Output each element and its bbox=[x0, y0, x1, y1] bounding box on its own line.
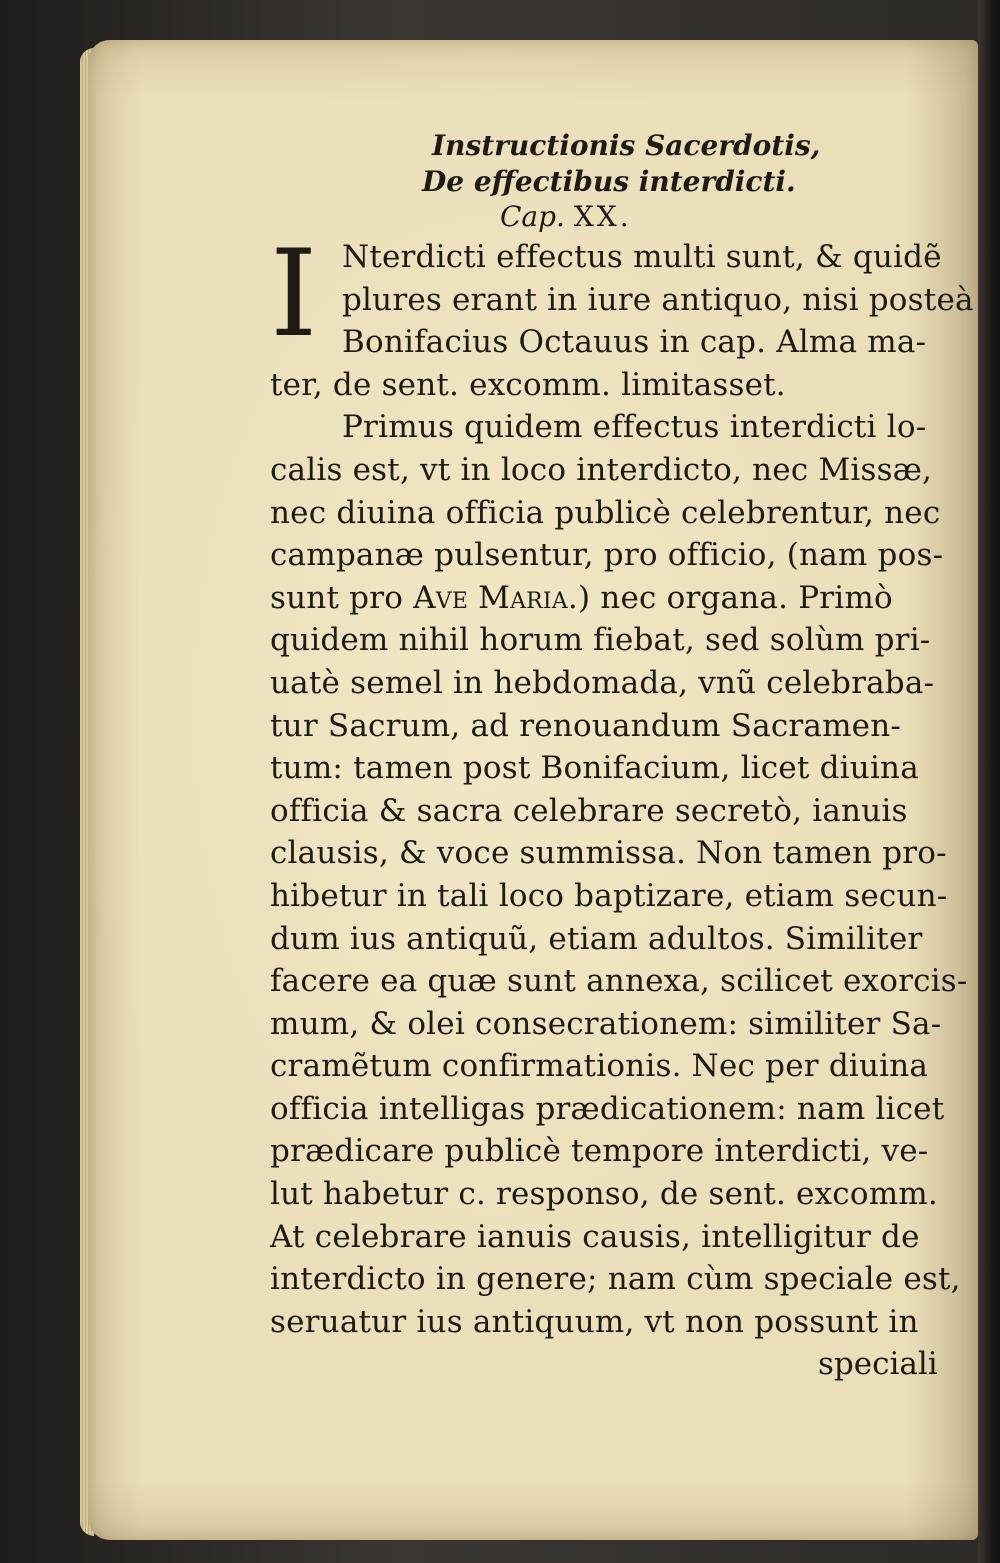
text-line: facere ea quæ sunt annexa, scilicet exorcis- bbox=[270, 963, 968, 1000]
text-line: officia & sacra celebrare secretò, ianuis bbox=[270, 792, 908, 829]
chapter-heading bbox=[270, 200, 950, 234]
text-line: campanæ pulsentur, pro officio, (nam pos- bbox=[270, 537, 944, 574]
text-line: tum: tamen post Bonifacium, licet diuina bbox=[270, 750, 919, 787]
text-line: ter, de sent. excomm. limitasset. bbox=[270, 366, 786, 403]
small-caps-text: Ave Maria bbox=[413, 579, 568, 616]
text-line: plures erant in iure antiquo, nisi posteà bbox=[342, 281, 974, 318]
text-line: Bonifacius Octauus in cap. Alma ma- bbox=[342, 324, 927, 361]
text-line: Nterdicti effectus multi sunt, & quidẽ bbox=[342, 239, 942, 275]
book-spine-edge bbox=[978, 0, 1000, 1563]
catchword: speciali bbox=[818, 1346, 938, 1383]
body-text bbox=[270, 225, 974, 1343]
text-line: cramẽtum confirmationis. Nec per diuina bbox=[270, 1048, 929, 1085]
page-text-block bbox=[270, 128, 974, 1385]
text-line: At celebrare ianuis causis, intelligitur de bbox=[270, 1218, 920, 1255]
text-line: seruatur ius antiquum, vt non possunt in bbox=[270, 1303, 919, 1340]
text-line: quidem nihil horum fiebat, sed solùm pri- bbox=[270, 622, 931, 659]
text-line: sunt pro Ave Maria.) nec organa. Primò bbox=[270, 579, 893, 616]
chapter-number: XX. bbox=[573, 200, 632, 233]
text-line: calis est, vt in loco interdicto, nec Missæ, bbox=[270, 451, 933, 488]
text-line: uatè semel in hebdomada, vnũ celebraba- bbox=[270, 664, 935, 701]
text-line: nec diuina officia publicè celebrentur, nec bbox=[270, 494, 941, 531]
drop-cap-initial: I bbox=[270, 225, 318, 364]
text-line: Primus quidem effectus interdicti lo- bbox=[342, 409, 927, 446]
text-line: dum ius antiquũ, etiam adultos. Similiter bbox=[270, 920, 923, 957]
text-line: officia intelligas prædicationem: nam licet bbox=[270, 1090, 945, 1127]
chapter-label: Cap. bbox=[500, 200, 565, 233]
text-line: clausis, & voce summissa. Non tamen pro- bbox=[270, 835, 947, 872]
text-line: interdicto in genere; nam cùm speciale est, bbox=[270, 1261, 961, 1298]
section-title: De effectibus interdicti. bbox=[422, 165, 796, 198]
text-line: mum, & olei consecrationem: similiter Sa- bbox=[270, 1005, 942, 1042]
running-head: Instructionis Sacerdotis, bbox=[432, 129, 821, 162]
text-line: prædicare publicè tempore interdicti, ve- bbox=[270, 1133, 929, 1170]
text-line: tur Sacrum, ad renouandum Sacramen- bbox=[270, 707, 902, 744]
text-line: lut habetur c. responso, de sent. excomm. bbox=[270, 1176, 938, 1213]
text-line: hibetur in tali loco baptizare, etiam secun- bbox=[270, 877, 948, 914]
